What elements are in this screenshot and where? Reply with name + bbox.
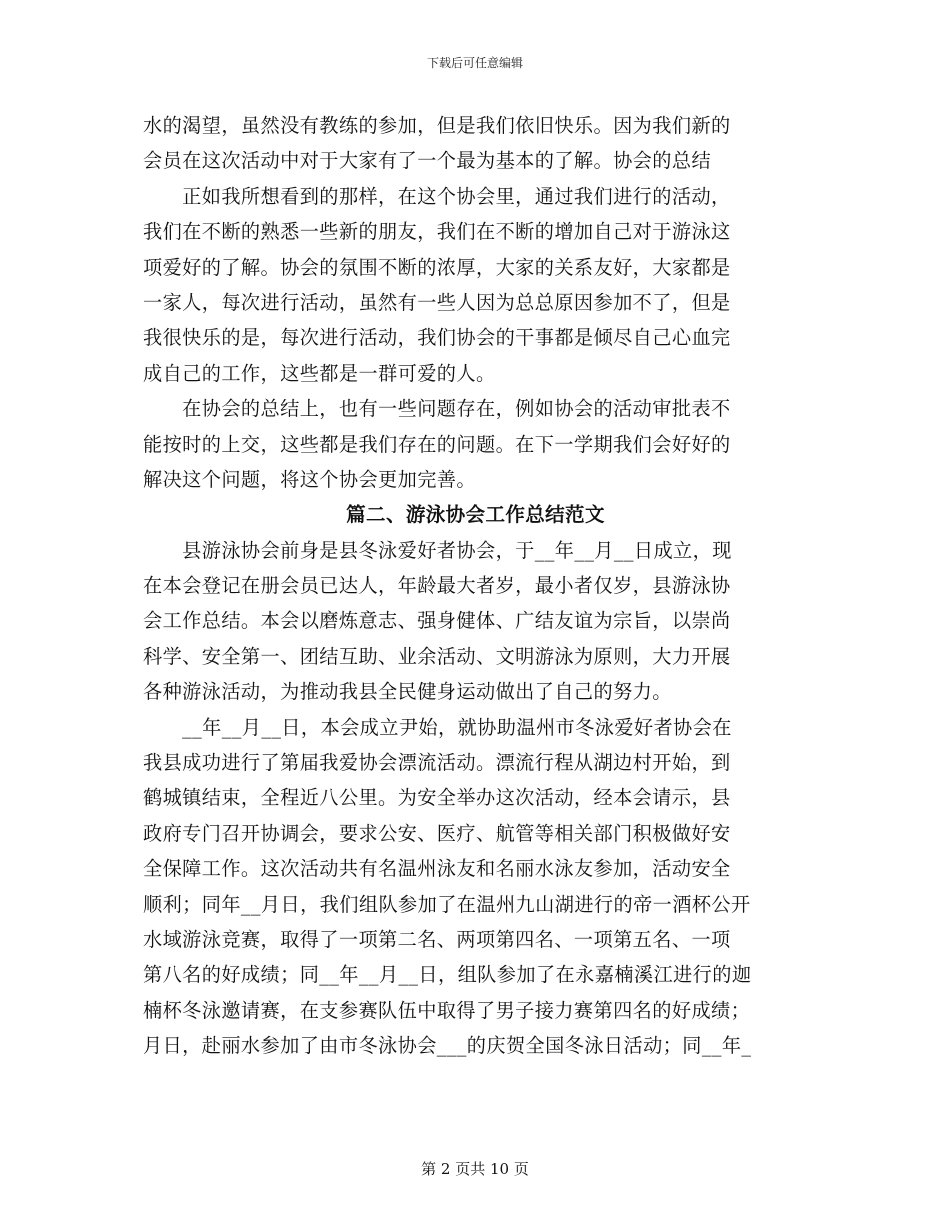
page-header-note: 下载后可任意编辑 <box>426 56 523 70</box>
text-line: 会员在这次活动中对于大家有了一个最为基本的了解。协会的总结 <box>143 149 712 173</box>
text-line: 顺利；同年__月日，我们组队参加了在温州九山湖进行的帝一酒杯公开 <box>143 892 751 916</box>
text-line: 县游泳协会前身是县冬泳爱好者协会，于__年__月__日成立，现 <box>143 538 732 562</box>
text-line: 项爱好的了解。协会的氛围不断的浓厚，大家的关系友好，大家都是 <box>143 255 731 279</box>
text-line: 水的渴望，虽然没有教练的参加，但是我们依旧快乐。因为我们新的 <box>143 114 731 137</box>
text-line: 解决这个问题，将这个协会更加完善。 <box>143 467 476 491</box>
text-line: 在本会登记在册会员已达人，年龄最大者岁，最小者仅岁，县游泳协 <box>143 574 731 598</box>
text-line: 全保障工作。这次活动共有名温州泳友和名丽水泳友参加，活动安全 <box>143 857 731 881</box>
text-line: 我很快乐的是，每次进行活动，我们协会的干事都是倾尽自己心血完 <box>143 326 731 350</box>
text-line: 一家人，每次进行活动，虽然有一些人因为总总原因参加不了，但是 <box>143 290 731 314</box>
text-line: 各种游泳活动，为推动我县全民健身运动做出了自己的努力。 <box>143 680 672 704</box>
text-line: 科学、安全第一、团结互助、业余活动、文明游泳为原则，大力开展 <box>143 644 731 668</box>
text-line: 政府专门召开协调会，要求公安、医疗、航管等相关部门积极做好安 <box>143 821 731 845</box>
text-line: 成自己的工作，这些都是一群可爱的人。 <box>143 361 496 385</box>
text-line: __年__月__日，本会成立尹始，就协助温州市冬泳爱好者协会在 <box>143 715 732 739</box>
text-line: 鹤城镇结束，全程近八公里。为安全举办这次活动，经本会请示，县 <box>143 786 731 810</box>
text-line: 第八名的好成绩；同__年__月__日，组队参加了在永嘉楠溪江进行的迦 <box>143 963 752 987</box>
text-line: 正如我所想看到的那样，在这个协会里，通过我们进行的活动， <box>143 184 731 208</box>
document-body <box>143 108 808 1064</box>
text-line: 我们在不断的熟悉一些新的朋友，我们在不断的增加自己对于游泳这 <box>143 220 731 244</box>
section-heading: 篇二、游泳协会工作总结范文 <box>346 503 605 527</box>
text-line: 水域游泳竞赛，取得了一项第二名、两项第四名、一项第五名、一项 <box>143 927 731 951</box>
text-line: 会工作总结。本会以磨炼意志、强身健体、广结友谊为宗旨，以崇尚 <box>143 609 731 633</box>
text-line: 月日，赴丽水参加了由市冬泳协会___的庆贺全国冬泳日活动；同__年_ <box>143 1034 752 1058</box>
text-line: 能按时的上交，这些都是我们存在的问题。在下一学期我们会好好的 <box>143 432 731 456</box>
text-line: 在协会的总结上，也有一些问题存在，例如协会的活动审批表不 <box>143 397 731 421</box>
text-line: 楠杯冬泳邀请赛，在支参赛队伍中取得了男子接力赛第四名的好成绩； <box>143 998 751 1022</box>
text-line: 我县成功进行了第届我爱协会漂流活动。漂流行程从湖边村开始，到 <box>143 751 731 775</box>
page-number: 第 2 页共 10 页 <box>421 1160 529 1178</box>
